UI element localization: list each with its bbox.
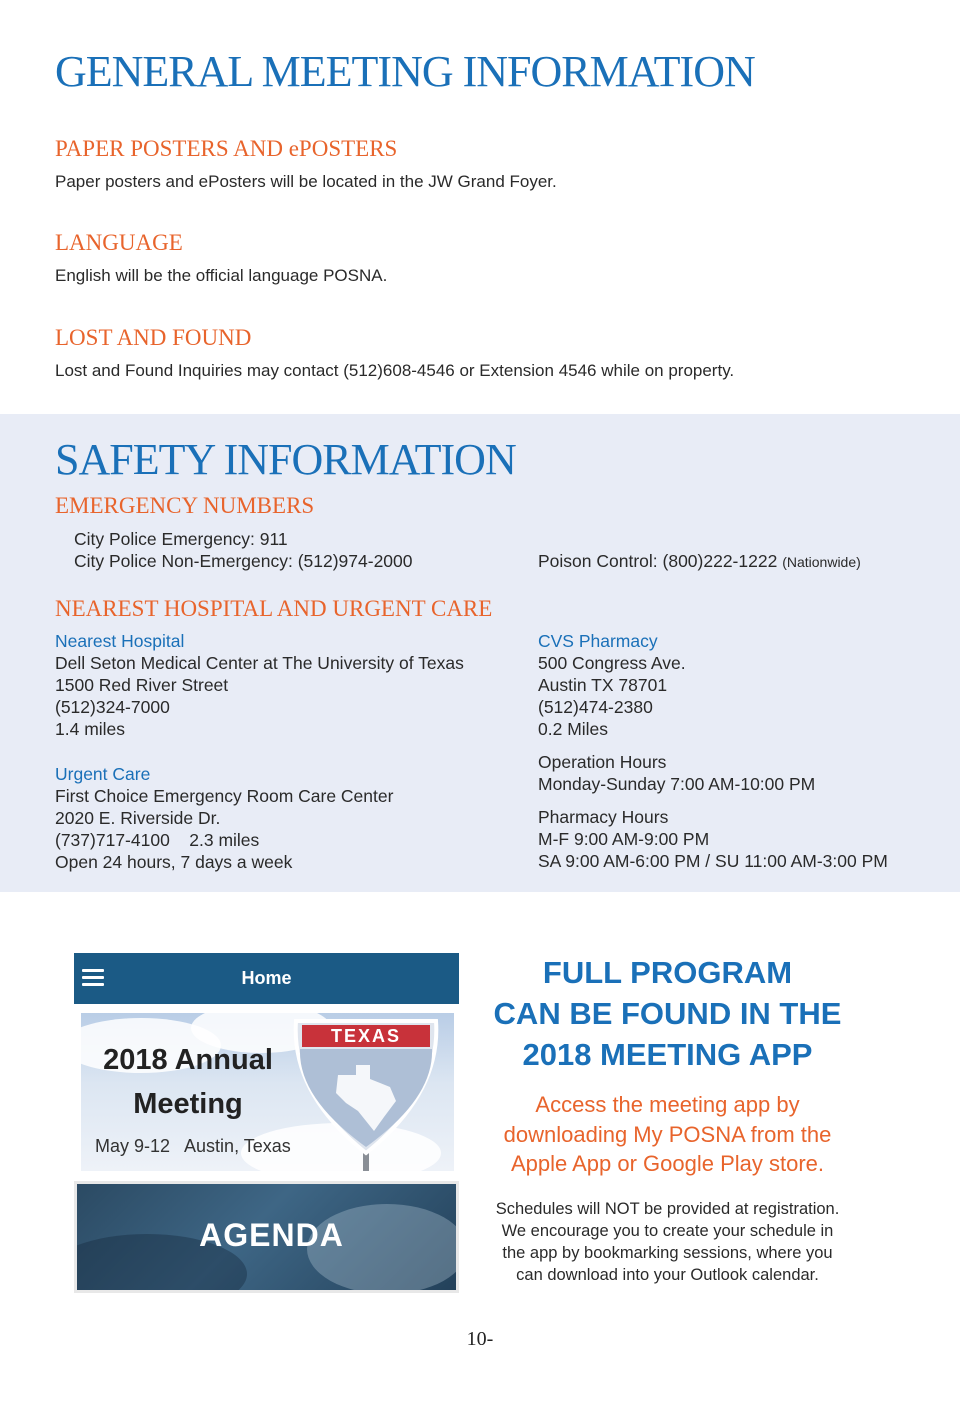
operation-hours-block: [538, 751, 815, 795]
promo-body-line: the app by bookmarking sessions, where you: [502, 1244, 833, 1262]
lost-found-text: Lost and Found Inquiries may contact (512)608-4546 or Extension 4546 while on property.: [55, 361, 735, 380]
hospital-line: Dell Seton Medical Center at The University of Texas: [55, 653, 464, 673]
poison-control-number: Poison Control: (800)222-1222: [538, 551, 778, 571]
hospital-heading: NEAREST HOSPITAL AND URGENT CARE: [55, 596, 493, 621]
pharmacy-line: 500 Congress Ave.: [538, 653, 686, 673]
promo-title-line: 2018 MEETING APP: [522, 1037, 813, 1072]
banner-title: [93, 1038, 283, 1126]
poison-control-note: (Nationwide): [782, 554, 861, 570]
pharmacy-line: 0.2 Miles: [538, 719, 609, 739]
general-title: GENERAL MEETING INFORMATION: [55, 47, 755, 96]
pharmacy-hours-block: [538, 806, 888, 872]
language-heading: LANGUAGE: [55, 230, 183, 255]
promo-body-line: We encourage you to create your schedule in: [501, 1222, 834, 1240]
promo-body-line: Schedules will NOT be provided at registration.: [495, 1200, 840, 1218]
operation-hours-label: Operation Hours: [538, 752, 667, 772]
promo-subtitle: [465, 1090, 870, 1179]
operation-hours-value: Monday-Sunday 7:00 AM-10:00 PM: [538, 774, 816, 794]
banner-title-line: 2018 Annual: [103, 1044, 273, 1076]
promo-subtitle-line: downloading My POSNA from the: [503, 1121, 832, 1147]
promo-title-line: CAN BE FOUND IN THE: [493, 996, 842, 1031]
pharmacy-hours-line: SA 9:00 AM-6:00 PM / SU 11:00 AM-3:00 PM: [538, 851, 888, 871]
banner-title-line: Meeting: [133, 1088, 243, 1120]
hospital-line: 1500 Red River Street: [55, 675, 229, 695]
pharmacy-block: [538, 630, 686, 740]
posters-text: Paper posters and ePosters will be located in the JW Grand Foyer.: [55, 172, 557, 191]
banner-date: May 9-12 Austin, Texas: [95, 1136, 291, 1156]
agenda-label: AGENDA: [199, 1217, 344, 1253]
urgent-care-line: 2020 E. Riverside Dr.: [55, 808, 221, 828]
police-non-emergency: City Police Non-Emergency: (512)974-2000: [74, 551, 413, 571]
emergency-heading: EMERGENCY NUMBERS: [55, 493, 315, 518]
pharmacy-label: CVS Pharmacy: [538, 631, 658, 651]
police-emergency: City Police Emergency: 911: [74, 529, 288, 549]
promo-body-line: can download into your Outlook calendar.: [516, 1266, 819, 1284]
pharmacy-line: Austin TX 78701: [538, 675, 668, 695]
pharmacy-hours-label: Pharmacy Hours: [538, 807, 669, 827]
urgent-care-line: (737)717-4100 2.3 miles: [55, 830, 260, 850]
promo-subtitle-line: Apple App or Google Play store.: [510, 1151, 825, 1176]
hospital-label: Nearest Hospital: [55, 631, 185, 651]
language-text: English will be the official language POSNA.: [55, 266, 388, 285]
urgent-care-block: [55, 763, 393, 873]
promo-subtitle-line: Access the meeting app by: [535, 1092, 800, 1117]
poison-control: [538, 550, 861, 573]
hospital-block: [55, 630, 464, 740]
safety-title: SAFETY INFORMATION: [55, 435, 516, 484]
pharmacy-line: (512)474-2380: [538, 697, 653, 717]
promo-title: [470, 952, 865, 1075]
hospital-line: 1.4 miles: [55, 719, 126, 739]
sign-label: TEXAS: [330, 1026, 401, 1046]
lost-found-heading: LOST AND FOUND: [55, 325, 252, 350]
urgent-care-label: Urgent Care: [55, 764, 151, 784]
page-number: 10-: [466, 1328, 494, 1350]
app-header-title: Home: [241, 968, 292, 988]
promo-title-line: FULL PROGRAM: [542, 955, 793, 990]
posters-heading: PAPER POSTERS AND ePOSTERS: [55, 136, 398, 161]
promo-body: [465, 1198, 870, 1286]
pharmacy-hours-line: M-F 9:00 AM-9:00 PM: [538, 829, 710, 849]
hospital-line: (512)324-7000: [55, 697, 170, 717]
urgent-care-line: First Choice Emergency Room Care Center: [55, 786, 394, 806]
urgent-care-line: Open 24 hours, 7 days a week: [55, 852, 293, 872]
